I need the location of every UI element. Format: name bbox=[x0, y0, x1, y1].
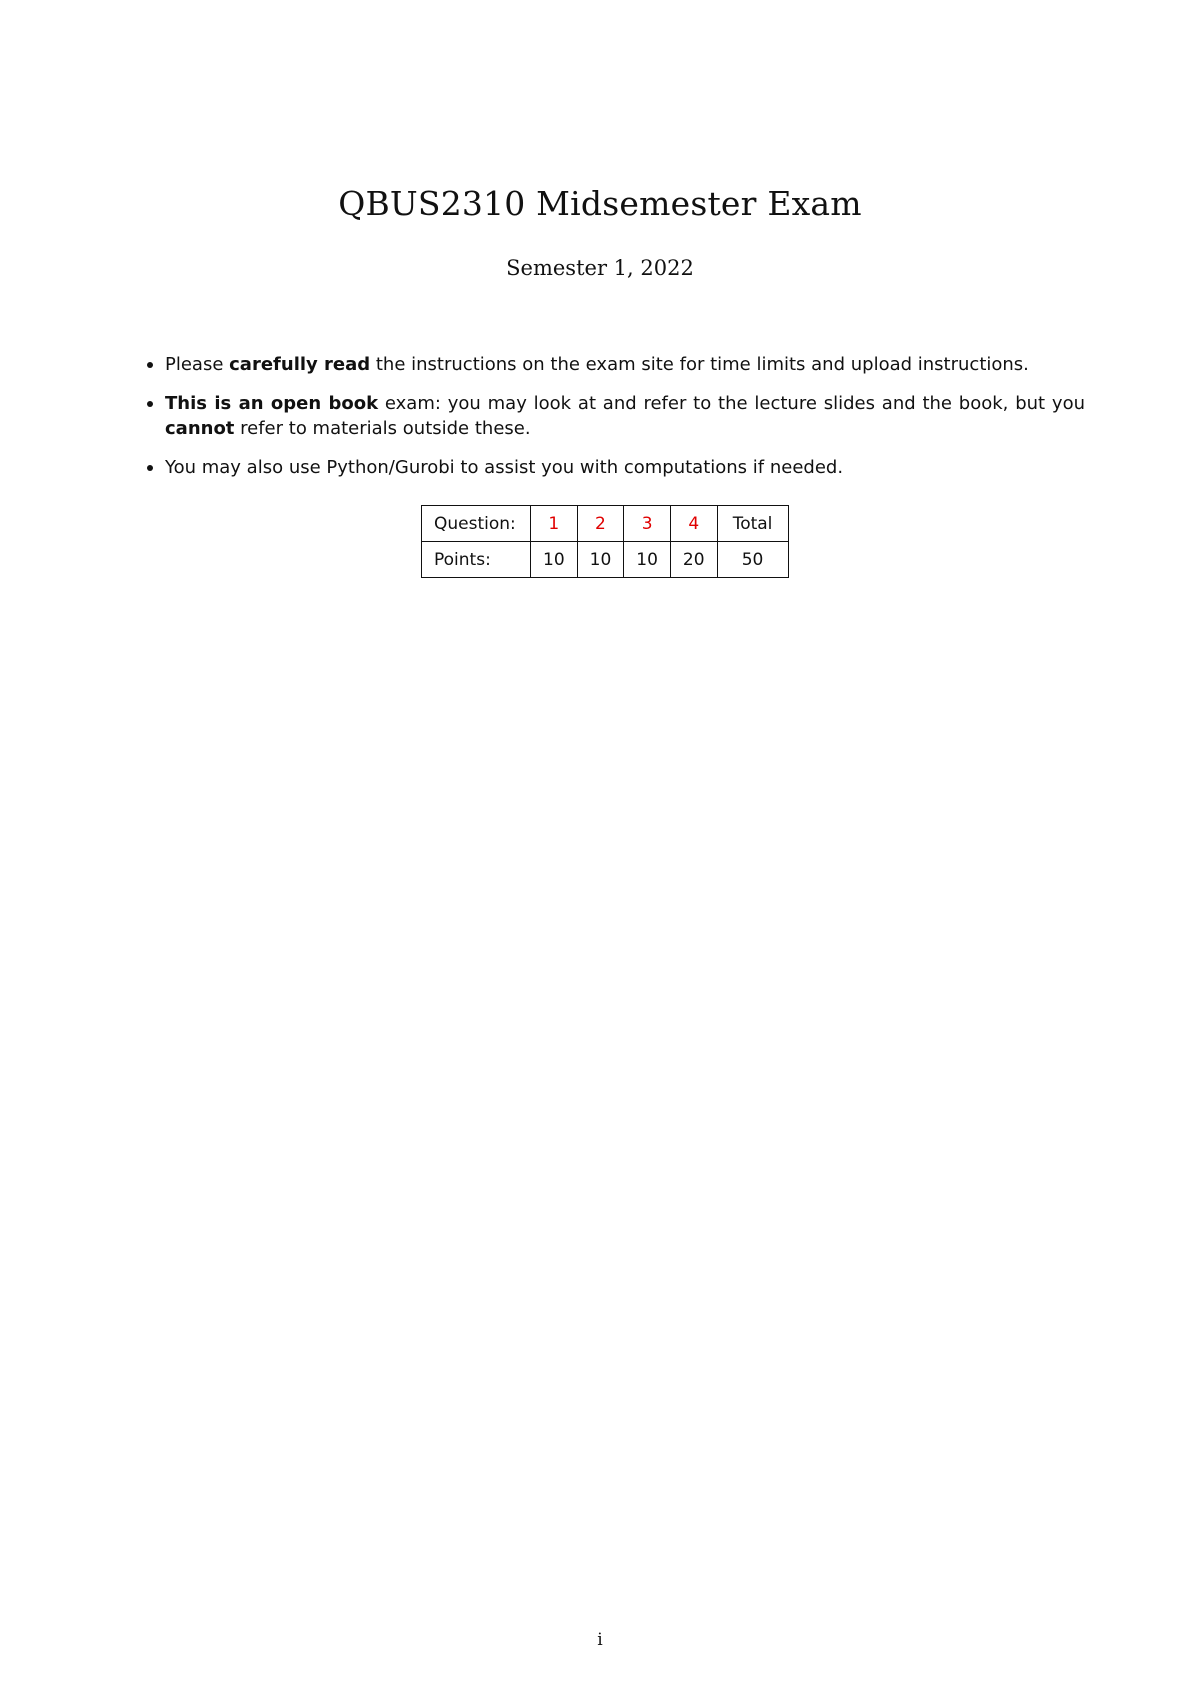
bullet-icon bbox=[147, 465, 153, 471]
total-label: Total bbox=[717, 506, 788, 542]
exam-title: QBUS2310 Midsemester Exam bbox=[338, 184, 862, 223]
instruction-item: Please carefully read the instructions on the exam site for time limits and upload instructions. bbox=[145, 352, 1085, 377]
question-points: 10 bbox=[531, 542, 578, 578]
points-row-label: Points: bbox=[422, 542, 531, 578]
instructions-list bbox=[145, 352, 1085, 494]
bullet-icon bbox=[147, 362, 153, 368]
question-points: 10 bbox=[577, 542, 624, 578]
question-number: 4 bbox=[670, 506, 717, 542]
exam-subtitle: Semester 1, 2022 bbox=[506, 256, 694, 280]
question-row bbox=[422, 506, 789, 542]
total-points: 50 bbox=[717, 542, 788, 578]
page-number: i bbox=[597, 1630, 603, 1650]
bullet-icon bbox=[147, 401, 153, 407]
instruction-item: You may also use Python/Gurobi to assist you with computations if needed. bbox=[145, 455, 1085, 480]
question-number: 2 bbox=[577, 506, 624, 542]
points-row bbox=[422, 542, 789, 578]
question-row-label: Question: bbox=[422, 506, 531, 542]
question-points: 10 bbox=[624, 542, 671, 578]
question-number: 3 bbox=[624, 506, 671, 542]
question-points: 20 bbox=[670, 542, 717, 578]
points-table bbox=[421, 505, 789, 578]
question-number: 1 bbox=[531, 506, 578, 542]
instruction-item: This is an open book exam: you may look at and refer to the lecture slides and the book, but you cannot refer to materials outside these. bbox=[145, 391, 1085, 441]
